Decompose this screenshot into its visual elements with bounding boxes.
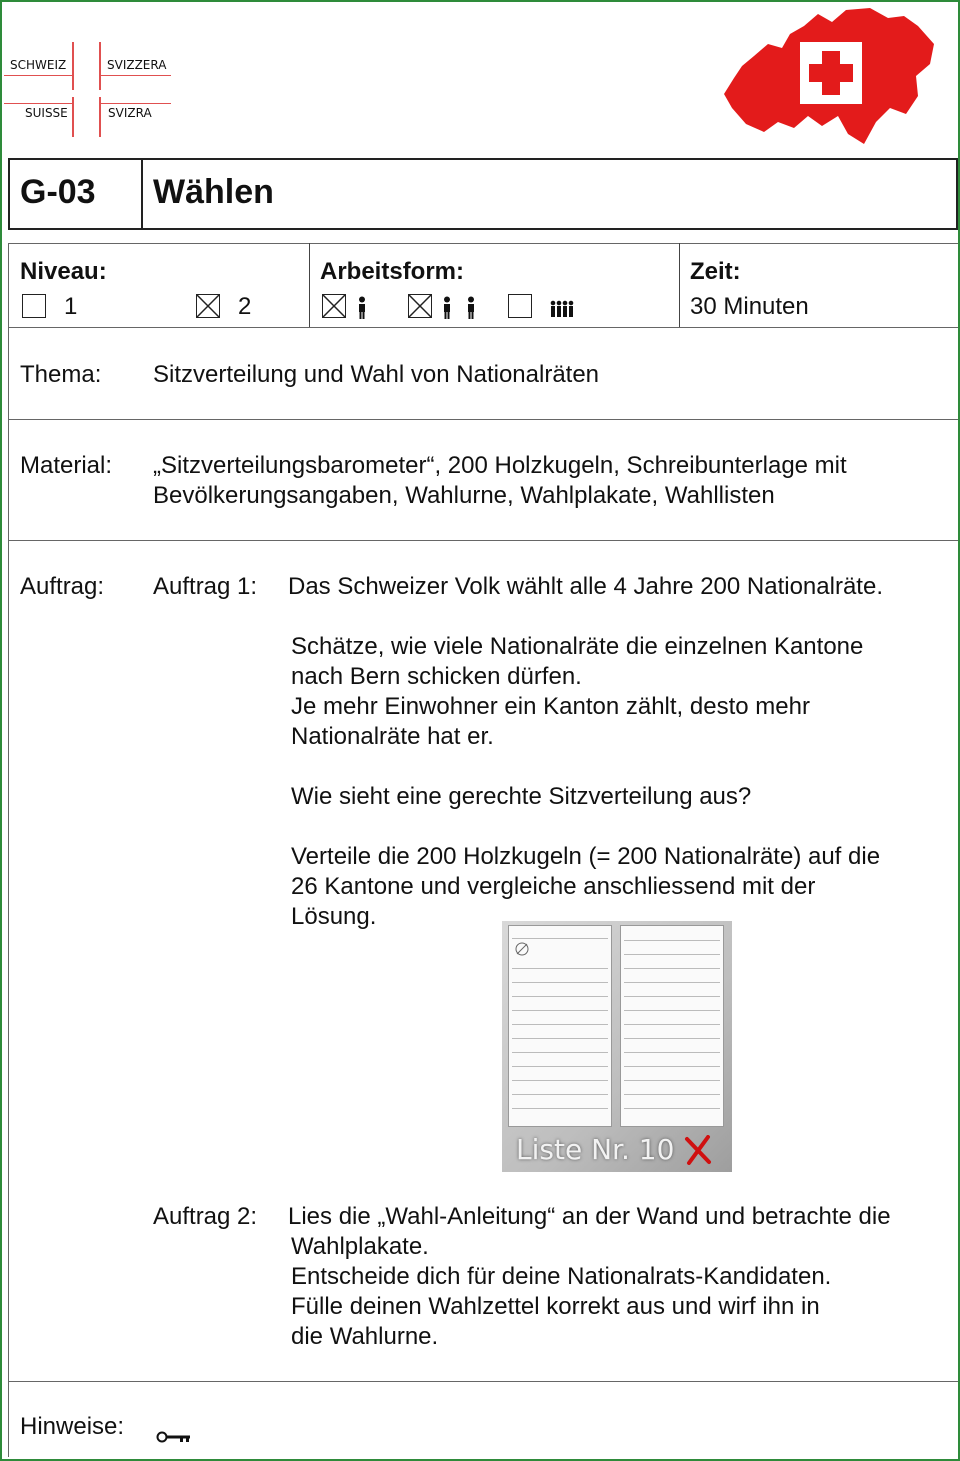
auftrag-1-text: Schätze, wie viele Nationalräte die einzelnen Kantone xyxy=(291,633,864,660)
auftrag-2-text: Fülle deinen Wahlzettel korrekt aus und wirf ihn in xyxy=(291,1293,820,1320)
partnerarbeit-checkbox[interactable] xyxy=(408,294,432,318)
lang-divider xyxy=(4,75,72,76)
swiss-map-icon xyxy=(720,4,938,146)
ballot-caption: Liste Nr. 10 xyxy=(516,1133,675,1166)
row-divider xyxy=(8,419,958,420)
auftrag-1-intro: Das Schweizer Volk wählt alle 4 Jahre 200 Nationalräte. xyxy=(288,573,883,600)
row-divider xyxy=(8,243,958,244)
gruppenarbeit-checkbox[interactable] xyxy=(508,294,532,318)
auftrag-1-question: Wie sieht eine gerechte Sitzverteilung aus? xyxy=(291,783,752,810)
sheet-code: G-03 xyxy=(20,173,96,211)
material-line-2: Bevölkerungsangaben, Wahlurne, Wahlplakate, Wahllisten xyxy=(153,482,775,509)
lang-divider xyxy=(99,42,101,90)
key-icon xyxy=(156,1430,192,1444)
auftrag-1-text: nach Bern schicken dürfen. xyxy=(291,663,582,690)
niveau-2-label: 2 xyxy=(238,293,252,320)
auftrag-2-intro: Lies die „Wahl-Anleitung“ an der Wand und betrachte die xyxy=(288,1203,891,1230)
material-label: Material: xyxy=(20,452,113,479)
auftrag-1-text: Nationalräte hat er. xyxy=(291,723,494,750)
auftrag-1-label: Auftrag 1: xyxy=(153,573,258,600)
niveau-2-checkbox[interactable] xyxy=(196,294,220,318)
hinweise-label: Hinweise: xyxy=(20,1413,125,1440)
two-persons-icon xyxy=(441,296,481,320)
auftrag-1-task: Lösung. xyxy=(291,903,377,930)
ballot-image xyxy=(502,921,732,1172)
cell-divider xyxy=(679,243,680,327)
red-cross-mark-icon xyxy=(684,1135,712,1165)
lang-divider xyxy=(101,75,171,76)
zeit-value: 30 Minuten xyxy=(690,293,809,320)
table-left-border xyxy=(8,243,9,1457)
group-icon xyxy=(549,300,575,318)
ballot-stamp-icon xyxy=(515,942,529,956)
auftrag-2-text: Wahlplakate. xyxy=(291,1233,429,1260)
lang-svizzera: SVIZZERA xyxy=(107,58,167,72)
auftrag-2-label: Auftrag 2: xyxy=(153,1203,258,1230)
zeit-label: Zeit: xyxy=(690,258,741,285)
sheet-title: Wählen xyxy=(153,173,274,211)
auftrag-1-task: Verteile die 200 Holzkugeln (= 200 Nationalräte) auf die xyxy=(291,843,881,870)
cell-divider xyxy=(309,243,310,327)
niveau-1-checkbox[interactable] xyxy=(22,294,46,318)
lang-divider xyxy=(4,103,72,104)
auftrag-1-text: Je mehr Einwohner ein Kanton zählt, desto mehr xyxy=(291,693,810,720)
lang-divider xyxy=(101,103,171,104)
lang-schweiz: SCHWEIZ xyxy=(10,58,67,72)
ballot-right-column xyxy=(620,925,724,1127)
title-box xyxy=(8,158,958,230)
einzelarbeit-checkbox[interactable] xyxy=(322,294,346,318)
person-icon xyxy=(356,296,368,320)
niveau-label: Niveau: xyxy=(20,258,107,285)
auftrag-label: Auftrag: xyxy=(20,573,105,600)
row-divider xyxy=(8,327,958,328)
lang-svizra: SVIZRA xyxy=(108,106,152,120)
auftrag-2-text: Entscheide dich für deine Nationalrats-Kandidaten. xyxy=(291,1263,832,1290)
lang-divider xyxy=(72,42,74,90)
title-divider xyxy=(141,160,143,228)
lang-divider xyxy=(72,97,74,137)
niveau-1-label: 1 xyxy=(64,293,78,320)
thema-label: Thema: xyxy=(20,361,102,388)
row-divider xyxy=(8,540,958,541)
row-divider xyxy=(8,1381,958,1382)
thema-value: Sitzverteilung und Wahl von Nationalräten xyxy=(153,361,600,388)
auftrag-1-task: 26 Kantone und vergleiche anschliessend mit der xyxy=(291,873,816,900)
auftrag-2-text: die Wahlurne. xyxy=(291,1323,439,1350)
ballot-left-column xyxy=(508,925,612,1127)
material-line-1: „Sitzverteilungsbarometer“, 200 Holzkugeln, Schreibunterlage mit xyxy=(153,452,847,479)
arbeitsform-label: Arbeitsform: xyxy=(320,258,465,285)
lang-suisse: SUISSE xyxy=(25,106,68,120)
